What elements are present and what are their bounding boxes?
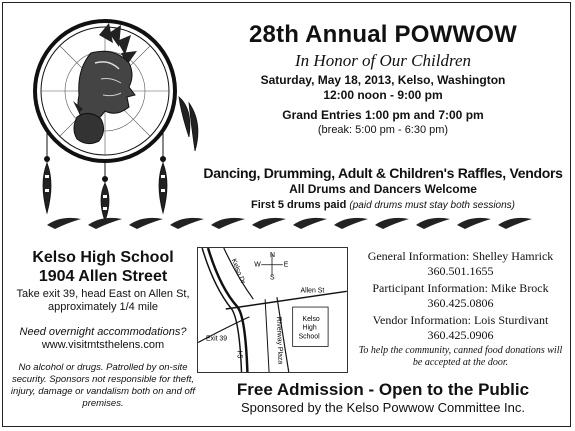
feather-icon: [375, 218, 409, 229]
break-time: (break: 5:00 pm - 6:30 pm): [317, 124, 449, 136]
feather-icon: [88, 218, 122, 229]
location-section: [9, 248, 197, 410]
exit-label: Exit 39: [206, 335, 228, 343]
school-label-3: School: [298, 333, 320, 341]
contacts-section: [353, 249, 568, 369]
powwow-flyer: [2, 2, 571, 427]
event-title: 28th Annual POWWOW: [248, 21, 518, 48]
allen-st-label: Allen St: [300, 287, 325, 295]
location-map: [197, 247, 348, 373]
feather-divider: [43, 213, 543, 231]
kelso-dr-label: Kelso Dr: [229, 257, 247, 286]
donation-note: To help the community, canned food donations will be accepted at the door.: [358, 345, 563, 368]
sponsor-line: Sponsored by the Kelso Powwow Committee Inc.: [241, 400, 525, 415]
compass-s: S: [270, 274, 275, 282]
contact-participant-label: Participant Information: Mike Brock: [372, 281, 549, 295]
feather-icon: [47, 218, 81, 229]
contact-participant-phone: 360.425.0806: [427, 296, 494, 310]
drums-note: (paid drums must stay both sessions): [349, 200, 516, 211]
activities-title: Dancing, Drumming, Adult & Children's Raffles, Vendors: [203, 165, 563, 181]
directions: Take exit 39, head East on Allen St, approximately 1/4 mile: [16, 288, 190, 313]
feather-icon: [170, 218, 204, 229]
event-rules: No alcohol or drugs. Patrolled by on-site security. Sponsors not responsible for theft, injury, damage or vandalism both on and off premises.: [10, 362, 196, 409]
school-name: Kelso High School: [32, 249, 174, 266]
compass-e: E: [283, 261, 289, 269]
contact-vendor-label: Vendor Information: Lois Sturdivant: [372, 313, 549, 327]
school-street: 1904 Allen Street: [38, 268, 168, 285]
feather-icon: [498, 218, 532, 229]
free-admission: Free Admission - Open to the Public: [236, 380, 530, 399]
feather-icon: [416, 218, 450, 229]
side-road: [265, 299, 269, 372]
dreamcatcher-logo: [17, 13, 205, 223]
feather-icon: [457, 218, 491, 229]
feather-icon: [211, 218, 245, 229]
event-time: 12:00 noon - 9:00 pm: [323, 88, 443, 102]
drums-paid: First 5 drums paid: [250, 199, 347, 211]
website-link[interactable]: www.visitmtsthelens.com: [41, 339, 165, 351]
feather-icon: [334, 218, 368, 229]
event-date: Saturday, May 18, 2013, Kelso, Washington: [260, 73, 506, 87]
allen-street-road: [226, 291, 347, 309]
compass-w: W: [254, 261, 261, 269]
grand-entries: Grand Entries 1:00 pm and 7:00 pm: [282, 108, 484, 122]
activities-section: [198, 165, 568, 213]
welcome-line: All Drums and Dancers Welcome: [289, 182, 477, 196]
feather-icon: [129, 218, 163, 229]
event-subtitle: In Honor of Our Children: [295, 51, 471, 70]
drums-paid-line: [198, 198, 568, 213]
overnight-question: Need overnight accommodations?: [19, 326, 187, 338]
event-header: [203, 21, 563, 137]
compass-n: N: [270, 251, 276, 259]
feather-icon: [252, 218, 286, 229]
feather-icon: [293, 218, 327, 229]
contact-vendor-phone: 360.425.0906: [427, 328, 494, 342]
school-label-1: Kelso: [302, 315, 320, 323]
i5-label: I-5: [235, 350, 243, 359]
school-label-2: High: [302, 324, 317, 332]
contact-general-label: General Information: Shelley Hamrick: [367, 249, 554, 263]
riverway-label: Riverway Plaza: [274, 316, 284, 365]
contact-general-phone: 360.501.1655: [427, 264, 494, 278]
